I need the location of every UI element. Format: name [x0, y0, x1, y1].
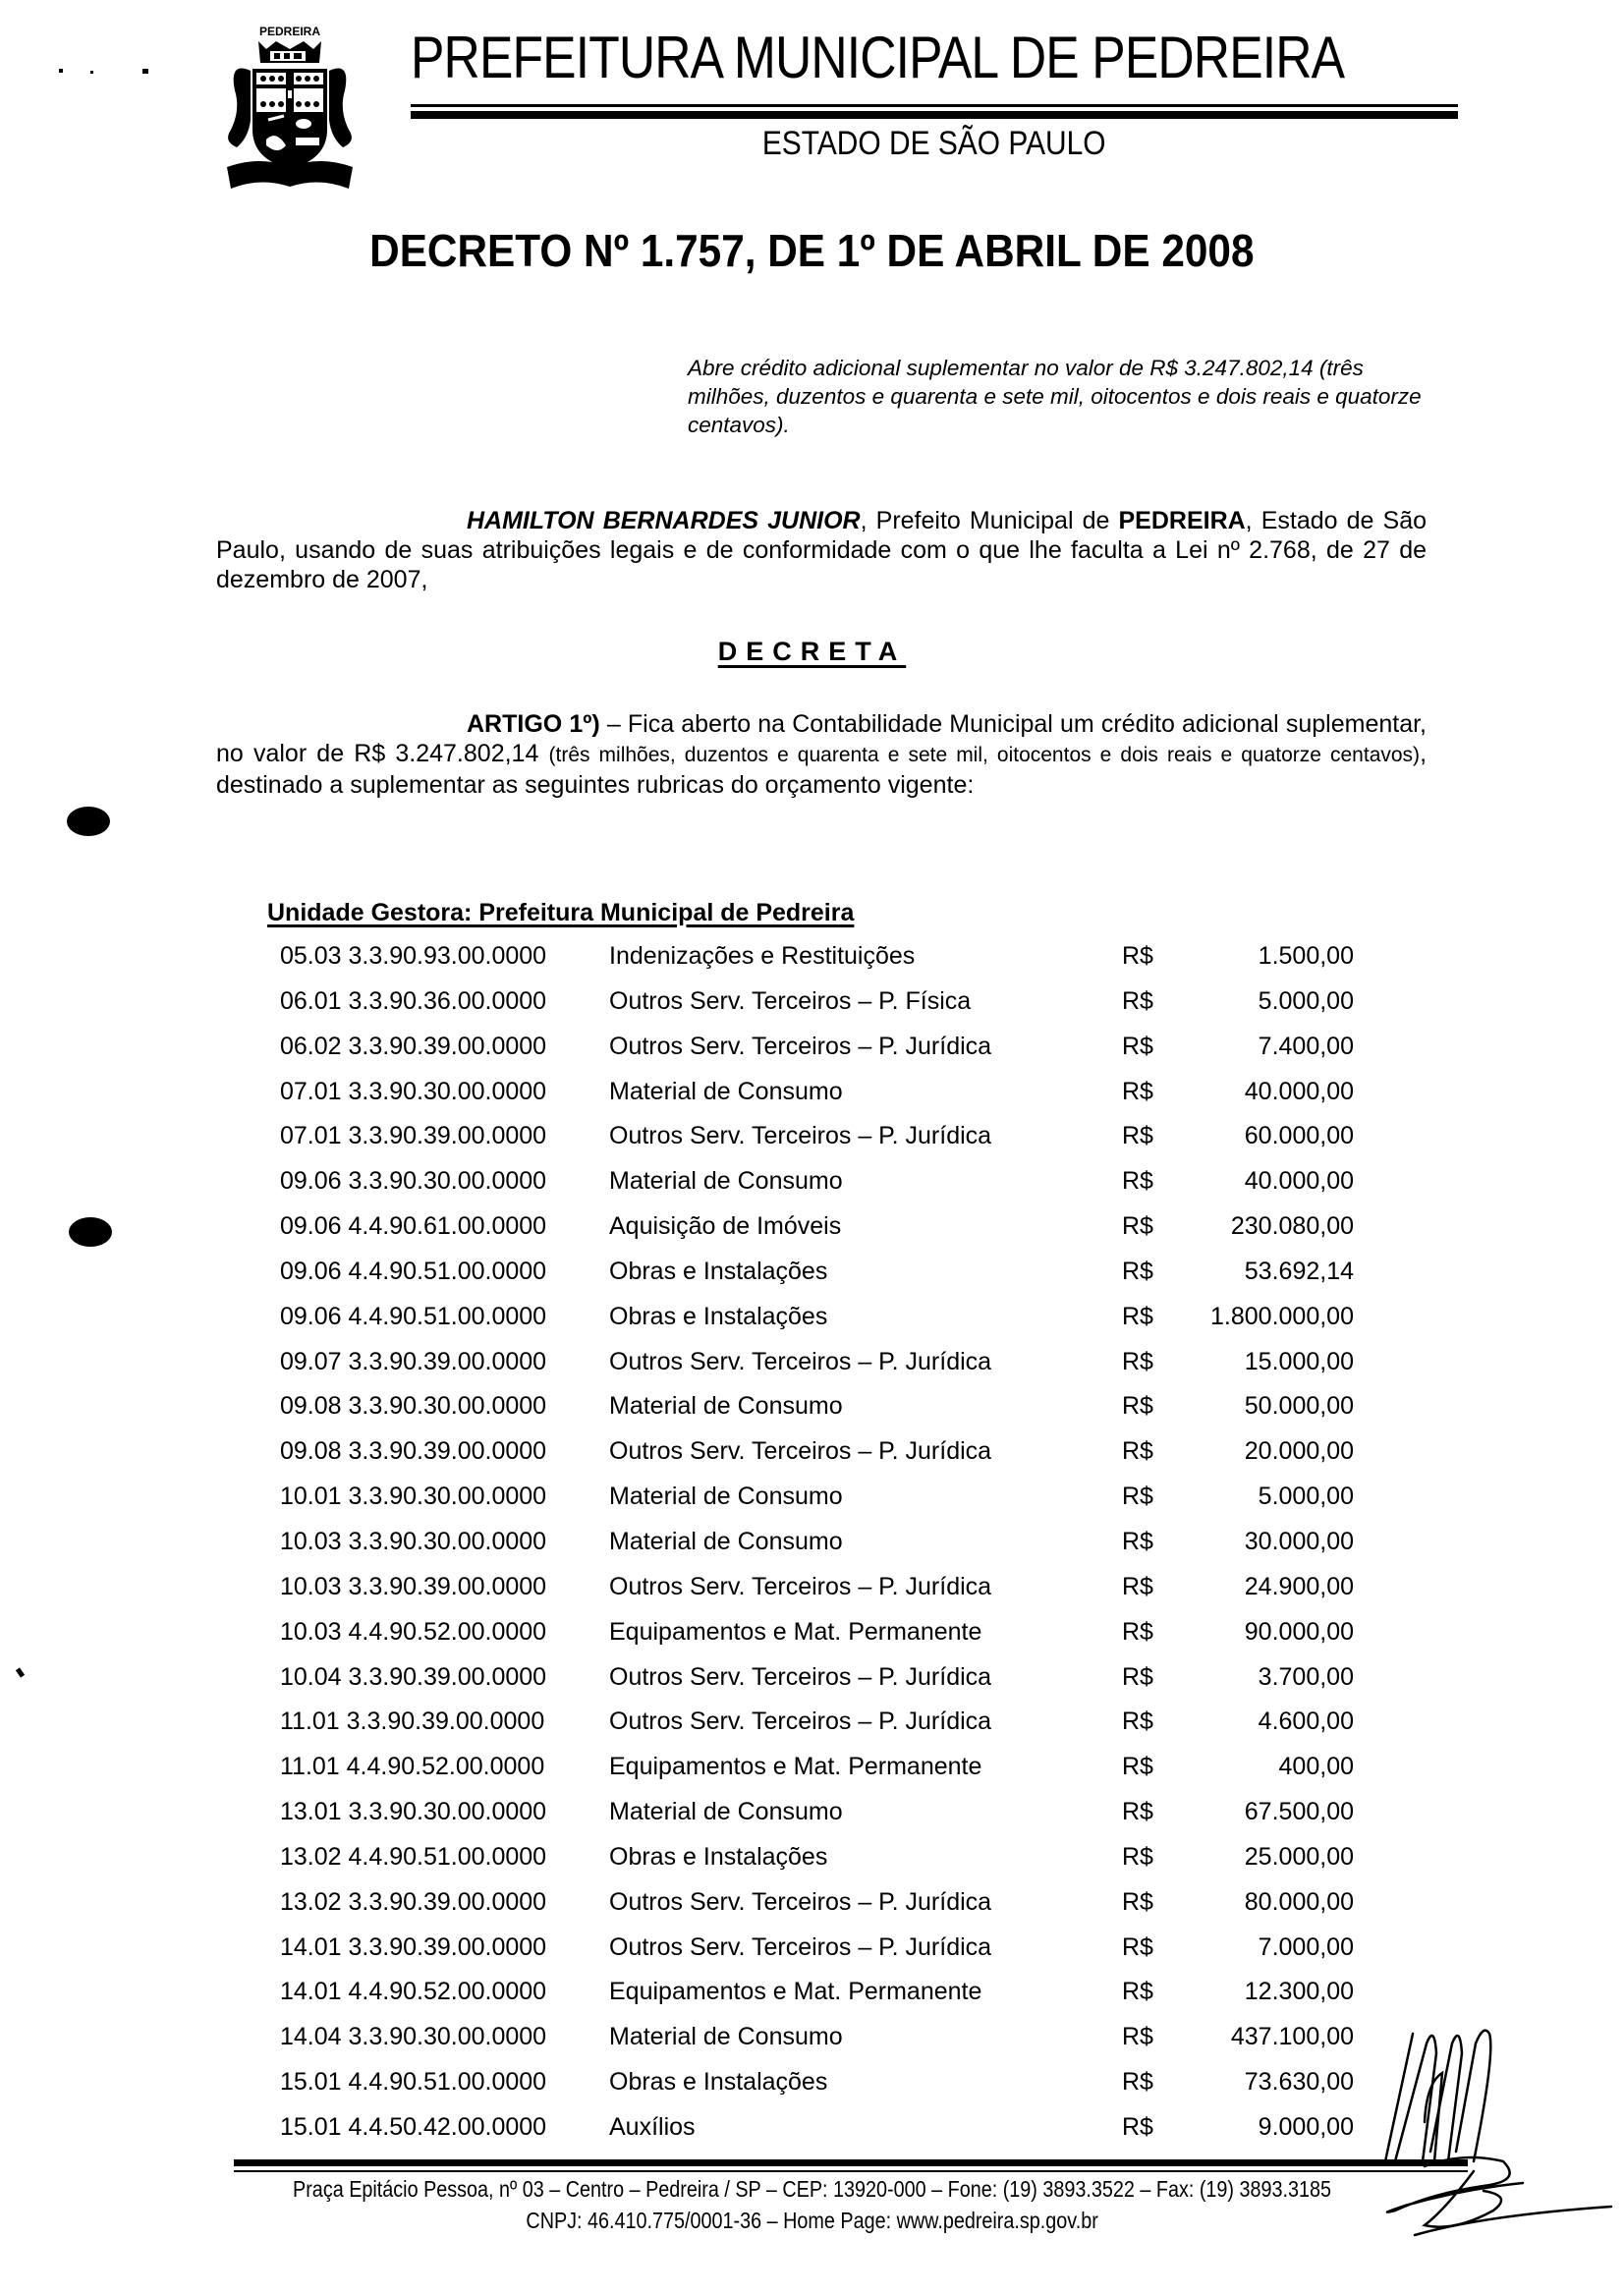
budget-amount: 40.000,00: [1244, 1077, 1354, 1105]
city-name: PEDREIRA: [1118, 507, 1246, 534]
budget-row: [0, 1655, 1624, 1701]
budget-description-cell: [609, 2105, 1098, 2149]
budget-row: [0, 1520, 1624, 1565]
budget-row: [0, 1204, 1624, 1250]
budget-row: [0, 1159, 1624, 1204]
budget-code: 07.01 3.3.90.39.00.0000: [280, 1122, 547, 1150]
budget-row: [0, 1384, 1624, 1429]
budget-amount: 40.000,00: [1244, 1167, 1354, 1196]
scan-speck: [59, 69, 63, 73]
budget-amount: 80.000,00: [1244, 1887, 1354, 1916]
budget-code: 13.02 3.3.90.39.00.0000: [280, 1887, 547, 1916]
currency-symbol: R$: [1122, 2068, 1153, 2097]
currency-symbol: R$: [1122, 1122, 1153, 1150]
budget-code: 09.06 4.4.90.51.00.0000: [280, 1302, 547, 1330]
budget-description: Outros Serv. Terceiros – P. Jurídica: [609, 1437, 995, 1465]
decree-ementa: Abre crédito adicional suplementar no valor de R$ 3.247.802,14 (três milhões, duzentos e quarenta e sete mil, oitocentos e dois reais e quatorze centavos).: [688, 356, 1422, 437]
budget-description: Equipamentos e Mat. Permanente: [609, 1618, 985, 1646]
currency-symbol: R$: [1122, 1347, 1153, 1375]
unit-heading: Unidade Gestora: Prefeitura Municipal de Pedreira: [267, 899, 855, 926]
budget-row: [0, 1926, 1624, 1971]
budget-code: 05.03 3.3.90.93.00.0000: [280, 942, 547, 970]
budget-amount: 230.080,00: [1230, 1212, 1354, 1241]
scan-speck: [90, 71, 93, 74]
budget-code: 09.06 4.4.90.61.00.0000: [280, 1212, 547, 1241]
budget-row: [0, 1565, 1624, 1610]
budget-code: 06.01 3.3.90.36.00.0000: [280, 986, 547, 1015]
currency-symbol: R$: [1122, 1978, 1153, 2006]
budget-description-cell: [609, 1114, 1098, 1157]
budget-row: [0, 1250, 1624, 1295]
budget-description-cell: [609, 1250, 1098, 1293]
budget-description: Obras e Instalações: [609, 1843, 831, 1871]
article-label: ARTIGO 1º): [467, 710, 600, 738]
signature-initials: [1366, 2014, 1624, 2260]
budget-description-cell: [609, 1520, 1098, 1563]
budget-row: [0, 1295, 1624, 1340]
currency-symbol: R$: [1122, 1437, 1153, 1466]
budget-description: Obras e Instalações: [609, 1303, 831, 1330]
budget-code: 09.07 3.3.90.39.00.0000: [280, 1347, 547, 1375]
budget-code: 10.04 3.3.90.39.00.0000: [280, 1662, 547, 1691]
budget-description-cell: [609, 1025, 1098, 1068]
budget-amount: 3.700,00: [1258, 1662, 1354, 1691]
article-text-2: , destinado a suplementar as seguintes rubricas do orçamento vigente:: [216, 740, 1428, 799]
budget-amount: 400,00: [1278, 1753, 1354, 1781]
budget-amount: 12.300,00: [1244, 1978, 1354, 2006]
budget-description: Outros Serv. Terceiros – P. Jurídica: [609, 1348, 995, 1375]
budget-row: [0, 1340, 1624, 1385]
budget-description-cell: [609, 1970, 1098, 2013]
budget-description: Material de Consumo: [609, 1798, 847, 1825]
budget-description: Material de Consumo: [609, 1528, 847, 1555]
budget-amount: 7.000,00: [1258, 1932, 1354, 1961]
budget-description: Obras e Instalações: [609, 1258, 831, 1285]
mayor-name: HAMILTON BERNARDES JUNIOR: [467, 507, 861, 534]
currency-symbol: R$: [1122, 1302, 1153, 1330]
municipal-coat-of-arms-logo: [201, 22, 378, 191]
budget-code: 15.01 4.4.50.42.00.0000: [280, 2112, 547, 2141]
budget-description: Outros Serv. Terceiros – P. Jurídica: [609, 1707, 995, 1735]
currency-symbol: R$: [1122, 1617, 1153, 1646]
budget-description-cell: [609, 934, 1098, 978]
currency-symbol: R$: [1122, 1572, 1153, 1600]
budget-amount: 5.000,00: [1258, 1483, 1354, 1511]
budget-code: 10.03 3.3.90.39.00.0000: [280, 1572, 547, 1600]
budget-amount: 7.400,00: [1258, 1032, 1354, 1060]
budget-description: Material de Consumo: [609, 2023, 847, 2050]
scan-speck: [142, 69, 148, 74]
budget-description: Outros Serv. Terceiros – P. Jurídica: [609, 1663, 995, 1691]
article-text-1: – Fica aberto na Contabilidade Municipal um crédito adicional suplementar, no valor de R$ 3.247.802,14: [216, 710, 1427, 767]
budget-code: 13.02 4.4.90.51.00.0000: [280, 1842, 547, 1871]
header-divider-thin: [411, 104, 1458, 107]
budget-row: [0, 1880, 1624, 1926]
budget-description: Equipamentos e Mat. Permanente: [609, 1753, 985, 1780]
logo-text: PEDREIRA: [258, 25, 321, 38]
budget-description: Outros Serv. Terceiros – P. Física: [609, 987, 975, 1015]
currency-symbol: R$: [1122, 2112, 1153, 2141]
budget-amount: 20.000,00: [1244, 1437, 1354, 1466]
budget-description-cell: [609, 2015, 1098, 2058]
budget-row: [0, 1610, 1624, 1655]
budget-description-cell: [609, 1565, 1098, 1608]
budget-description: Outros Serv. Terceiros – P. Jurídica: [609, 1933, 995, 1961]
article-amount-words: (três milhões, duzentos e quarenta e sete mil, oitocentos e dois reais e quatorze centavos): [548, 744, 1421, 766]
budget-description-cell: [609, 1655, 1098, 1699]
budget-amount: 53.692,14: [1244, 1257, 1354, 1285]
decree-preamble: [216, 506, 1427, 594]
budget-description: Equipamentos e Mat. Permanente: [609, 1978, 985, 2005]
punch-hole: [69, 1217, 112, 1247]
budget-description: Outros Serv. Terceiros – P. Jurídica: [609, 1888, 995, 1916]
currency-symbol: R$: [1122, 1483, 1153, 1511]
preamble-text-2: , Estado de São Paulo, usando de suas atribuições legais e de conformidade com o que lhe faculta a Lei nº 2.768, de 27 de dezembro de 2007,: [216, 507, 1428, 593]
header-divider-thick: [411, 111, 1458, 119]
currency-symbol: R$: [1122, 2023, 1153, 2051]
budget-code: 09.06 3.3.90.30.00.0000: [280, 1167, 547, 1196]
footer-divider-thin: [234, 2170, 1468, 2172]
currency-symbol: R$: [1122, 1077, 1153, 1105]
budget-description: Material de Consumo: [609, 1392, 847, 1420]
budget-description: Auxílios: [609, 2113, 700, 2141]
currency-symbol: R$: [1122, 1753, 1153, 1781]
budget-amount: 30.000,00: [1244, 1527, 1354, 1555]
budget-description-cell: [609, 1880, 1098, 1924]
budget-description-cell: [609, 1610, 1098, 1653]
budget-amount: 25.000,00: [1244, 1842, 1354, 1871]
budget-amount: 1.500,00: [1258, 942, 1354, 970]
budget-description: Outros Serv. Terceiros – P. Jurídica: [609, 1573, 995, 1600]
budget-description-cell: [609, 1159, 1098, 1203]
header-subtitle-text: ESTADO DE SÃO PAULO: [762, 125, 1106, 162]
budget-description: Material de Consumo: [609, 1483, 847, 1510]
budget-description: Indenizações e Restituições: [609, 942, 919, 970]
budget-row: [0, 1835, 1624, 1880]
budget-description: Material de Consumo: [609, 1167, 847, 1195]
budget-amount: 15.000,00: [1244, 1347, 1354, 1375]
budget-row: [0, 1745, 1624, 1790]
currency-symbol: R$: [1122, 1212, 1153, 1241]
budget-amount: 73.630,00: [1244, 2068, 1354, 2097]
budget-description-cell: [609, 1475, 1098, 1518]
decree-title-text: DECRETO Nº 1.757, DE 1º DE ABRIL DE 2008: [369, 225, 1255, 276]
budget-description-cell: [609, 1835, 1098, 1878]
decree-title: [0, 224, 1624, 277]
budget-table: [0, 934, 1624, 2151]
budget-amount: 5.000,00: [1258, 986, 1354, 1015]
budget-description-cell: [609, 1384, 1098, 1427]
budget-row: [0, 1475, 1624, 1520]
budget-amount: 9.000,00: [1258, 2112, 1354, 2141]
currency-symbol: R$: [1122, 1932, 1153, 1961]
budget-code: 11.01 4.4.90.52.00.0000: [280, 1753, 545, 1781]
currency-symbol: R$: [1122, 1798, 1153, 1826]
budget-amount: 4.600,00: [1258, 1707, 1354, 1736]
budget-code: 07.01 3.3.90.30.00.0000: [280, 1077, 547, 1105]
budget-description-cell: [609, 1790, 1098, 1833]
header-subtitle: [411, 124, 1458, 163]
budget-row: [0, 1114, 1624, 1159]
budget-description-cell: [609, 2060, 1098, 2103]
currency-symbol: R$: [1122, 1032, 1153, 1060]
budget-description-cell: [609, 980, 1098, 1023]
budget-row: [0, 980, 1624, 1025]
budget-row: [0, 1070, 1624, 1115]
budget-row: [0, 1429, 1624, 1475]
budget-description: Outros Serv. Terceiros – P. Jurídica: [609, 1033, 995, 1060]
decreta-heading: [0, 637, 1624, 667]
currency-symbol: R$: [1122, 1392, 1153, 1421]
currency-symbol: R$: [1122, 1167, 1153, 1196]
budget-code: 13.01 3.3.90.30.00.0000: [280, 1798, 547, 1826]
currency-symbol: R$: [1122, 1887, 1153, 1916]
budget-description-cell: [609, 1340, 1098, 1383]
currency-symbol: R$: [1122, 1257, 1153, 1285]
header-title: PREFEITURA MUNICIPAL DE PEDREIRA: [411, 25, 1345, 90]
budget-row: [0, 1790, 1624, 1835]
budget-code: 10.03 3.3.90.30.00.0000: [280, 1527, 547, 1555]
budget-amount: 50.000,00: [1244, 1392, 1354, 1421]
currency-symbol: R$: [1122, 1662, 1153, 1691]
decreta-text: DECRETA: [717, 637, 907, 666]
footer-divider-thick: [234, 2159, 1468, 2166]
currency-symbol: R$: [1122, 986, 1153, 1015]
budget-code: 10.01 3.3.90.30.00.0000: [280, 1483, 547, 1511]
budget-code: 14.01 3.3.90.39.00.0000: [280, 1932, 547, 1961]
budget-code: 11.01 3.3.90.39.00.0000: [280, 1707, 545, 1736]
budget-code: 09.08 3.3.90.30.00.0000: [280, 1392, 547, 1421]
budget-row: [0, 934, 1624, 980]
footer-contact-text: CNPJ: 46.410.775/0001-36 – Home Page: www.pedreira.sp.gov.br: [526, 2208, 1098, 2233]
budget-amount: 437.100,00: [1230, 2023, 1354, 2051]
budget-description: Obras e Instalações: [609, 2068, 831, 2096]
budget-row: [0, 1970, 1624, 2015]
budget-code: 06.02 3.3.90.39.00.0000: [280, 1032, 547, 1060]
budget-description-cell: [609, 1204, 1098, 1248]
currency-symbol: R$: [1122, 1527, 1153, 1555]
preamble-text-1: , Prefeito Municipal de: [860, 507, 1119, 534]
budget-code: 14.04 3.3.90.30.00.0000: [280, 2023, 547, 2051]
budget-row: [0, 1025, 1624, 1070]
budget-amount: 67.500,00: [1244, 1798, 1354, 1826]
currency-symbol: R$: [1122, 1842, 1153, 1871]
budget-row: [0, 1700, 1624, 1745]
budget-description: Aquisição de Imóveis: [609, 1212, 845, 1240]
budget-amount: 60.000,00: [1244, 1122, 1354, 1150]
budget-code: 15.01 4.4.90.51.00.0000: [280, 2068, 547, 2097]
budget-amount: 90.000,00: [1244, 1617, 1354, 1646]
budget-code: 10.03 4.4.90.52.00.0000: [280, 1617, 547, 1646]
budget-code: 14.01 4.4.90.52.00.0000: [280, 1978, 547, 2006]
article-1: [216, 709, 1427, 800]
budget-description-cell: [609, 1429, 1098, 1473]
footer-address-text: Praça Epitácio Pessoa, nº 03 – Centro – Pedreira / SP – CEP: 13920-000 – Fone: (19) 3893.3522 – Fax: (19) 3893.3185: [293, 2176, 1331, 2202]
budget-amount: 24.900,00: [1244, 1572, 1354, 1600]
budget-description-cell: [609, 1745, 1098, 1788]
budget-description: Outros Serv. Terceiros – P. Jurídica: [609, 1122, 995, 1149]
currency-symbol: R$: [1122, 1707, 1153, 1736]
budget-description-cell: [609, 1926, 1098, 1969]
budget-description-cell: [609, 1070, 1098, 1113]
currency-symbol: R$: [1122, 942, 1153, 970]
budget-description: Material de Consumo: [609, 1078, 847, 1105]
budget-amount: 1.800.000,00: [1210, 1302, 1354, 1330]
budget-description-cell: [609, 1295, 1098, 1338]
budget-description-cell: [609, 1700, 1098, 1743]
budget-code: 09.08 3.3.90.39.00.0000: [280, 1437, 547, 1466]
punch-hole: [67, 807, 110, 836]
budget-code: 09.06 4.4.90.51.00.0000: [280, 1257, 547, 1285]
